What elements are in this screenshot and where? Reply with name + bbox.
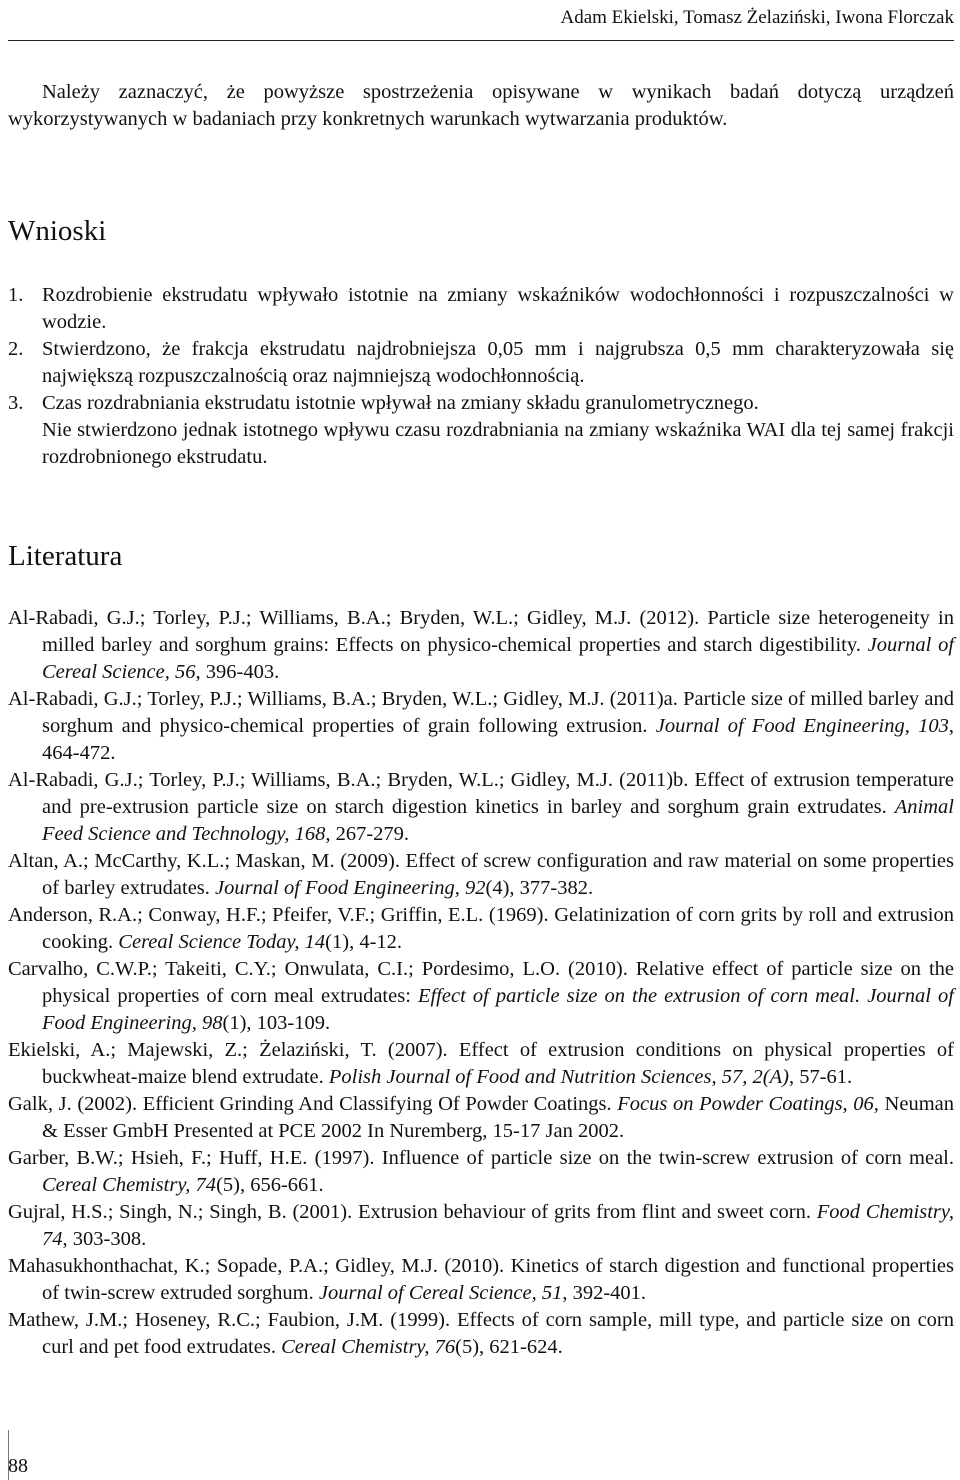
- reference-pages: (1), 4-12.: [325, 931, 403, 953]
- reference-entry: [8, 1307, 954, 1361]
- reference-pages: (5), 656-661.: [216, 1174, 324, 1196]
- reference-pages: , 464-472.: [42, 715, 954, 764]
- reference-source: Journal of Food Engineering, 92: [215, 877, 486, 899]
- conclusion-item: [8, 336, 954, 390]
- reference-source: Journal of Cereal Science, 56: [42, 634, 955, 683]
- reference-source: Cereal Chemistry, 74: [42, 1174, 217, 1196]
- reference-source: Polish Journal of Food and Nutrition Sciences, 57, 2(A): [328, 1066, 789, 1088]
- reference-text: Al-Rabadi, G.J.; Torley, P.J.; Williams, B.A.; Bryden, W.L.; Gidley, M.J. (2012). Particle size heterogeneity in milled barley and sorghum grains: Effects on physico-chemical properties and starch digestibility.: [8, 607, 954, 656]
- intro-paragraph: Należy zaznaczyć, że powyższe spostrzeżenia opisywane w wynikach badań dotyczą urządzeń wykorzystywanych w badaniach przy konkretnych warunkach wytwarzania produktów.: [8, 81, 954, 130]
- reference-entry: [8, 1091, 954, 1145]
- reference-entry: [8, 902, 954, 956]
- reference-pages: , 303-308.: [62, 1228, 147, 1250]
- reference-text: Al-Rabadi, G.J.; Torley, P.J.; Williams, B.A.; Bryden, W.L.; Gidley, M.J. (2011)b. Effect of extrusion temperature and pre-extrusion particle size on starch digestion kinetics in barley and sorghum grain extrudates.: [8, 769, 954, 818]
- reference-pages: (5), 621-624.: [455, 1336, 563, 1358]
- reference-text: Gujral, H.S.; Singh, N.; Singh, B. (2001). Extrusion behaviour of grits from flint and sweet corn.: [8, 1201, 817, 1223]
- conclusion-item: [8, 282, 954, 336]
- reference-entry: [8, 1199, 954, 1253]
- conclusion-text: Stwierdzono, że frakcja ekstrudatu najdrobniejsza 0,05 mm i najgrubsza 0,5 mm charakteryzowała się największą rozpuszczalnością oraz najmniejszą wodochłonnością.: [42, 338, 954, 387]
- reference-entry: [8, 767, 954, 848]
- conclusion-text: Czas rozdrabniania ekstrudatu istotnie wpływał na zmiany składu granulometrycznego.: [42, 392, 759, 414]
- reference-entry: [8, 956, 954, 1037]
- conclusion-text: Rozdrobienie ekstrudatu wpływało istotnie na zmiany wskaźników wodochłonności i rozpuszczalności w wodzie.: [42, 284, 954, 333]
- conclusion-continuation: Nie stwierdzono jednak istotnego wpływu czasu rozdrabniania na zmiany wskaźnika WAI dla tej samej frakcji rozdrobnionego ekstrudatu.: [42, 419, 954, 468]
- reference-text: Altan, A.; McCarthy, K.L.; Maskan, M. (2009). Effect of screw configuration and raw material on some properties of barley extrudates.: [8, 850, 954, 899]
- reference-text: Garber, B.W.; Hsieh, F.; Huff, H.E. (1997). Influence of particle size on the twin-screw extrusion of corn meal.: [8, 1147, 954, 1169]
- reference-source: Food Chemistry, 74: [42, 1201, 954, 1250]
- reference-text: Mathew, J.M.; Hoseney, R.C.; Faubion, J.M. (1999). Effects of corn sample, mill type, and particle size on corn curl and pet food extrudates.: [8, 1309, 954, 1358]
- reference-pages: (1), 103-109.: [222, 1012, 331, 1034]
- reference-source: Cereal Chemistry, 76: [281, 1336, 456, 1358]
- reference-pages: (4), 377-382.: [485, 877, 594, 899]
- reference-entry: [8, 848, 954, 902]
- reference-pages: , 392-401.: [562, 1282, 647, 1304]
- conclusion-item: [8, 390, 954, 417]
- reference-text: Galk, J. (2002). Efficient Grinding And Classifying Of Powder Coatings.: [8, 1093, 618, 1115]
- conclusion-number: 1.: [8, 284, 24, 306]
- conclusion-number: 3.: [8, 392, 24, 414]
- reference-text: Ekielski, A.; Majewski, Z.; Żelaziński, T. (2007). Effect of extrusion conditions on physical properties of buckwheat-maize blend extrudate.: [8, 1039, 954, 1088]
- reference-source: Animal Feed Science and Technology, 168: [42, 796, 954, 845]
- reference-text: Mahasukhonthachat, K.; Sopade, P.A.; Gidley, M.J. (2010). Kinetics of starch digestion and functional properties of twin-screw extruded sorghum.: [8, 1255, 954, 1304]
- reference-pages: Neuman & Esser GmbH Presented at PCE 2002 In Nuremberg, 15-17 Jan 2002.: [42, 1093, 955, 1142]
- reference-source: Cereal Science Today, 14: [118, 931, 326, 953]
- reference-pages: , 267-279.: [325, 823, 410, 845]
- conclusions-heading: Wnioski: [8, 215, 107, 247]
- reference-pages: , 396-403.: [195, 661, 280, 683]
- page-number: 88: [8, 1455, 28, 1477]
- running-header: [8, 4, 954, 41]
- reference-entry: [8, 686, 954, 767]
- reference-entry: [8, 605, 954, 686]
- header-authors: Adam Ekielski, Tomasz Żelaziński, Iwona Florczak: [560, 7, 954, 28]
- reference-text: Anderson, R.A.; Conway, H.F.; Pfeifer, V.F.; Griffin, E.L. (1969). Gelatinization of corn grits by roll and extrusion cooking.: [8, 904, 954, 953]
- reference-entry: [8, 1145, 954, 1199]
- conclusions-list: [8, 282, 954, 471]
- reference-source: Journal of Food Engineering, 103: [655, 715, 949, 737]
- reference-entry: [8, 1253, 954, 1307]
- reference-text: Carvalho, C.W.P.; Takeiti, C.Y.; Onwulata, C.I.; Pordesimo, L.O. (2010). Relative effect of particle size on the physical properties of corn meal extrudates:: [8, 958, 954, 1007]
- reference-source: Journal of Cereal Science, 51: [318, 1282, 563, 1304]
- reference-text: Al-Rabadi, G.J.; Torley, P.J.; Williams, B.A.; Bryden, W.L.; Gidley, M.J. (2011)a. Particle size of milled barley and sorghum and physico-chemical properties of grain following extrusion.: [8, 688, 954, 737]
- reference-entry: [8, 1037, 954, 1091]
- reference-source: Effect of particle size on the extrusion of corn meal. Journal of Food Engineering, 98: [42, 985, 954, 1034]
- conclusion-number: 2.: [8, 338, 24, 360]
- references-list: [8, 605, 954, 1361]
- reference-pages: , 57-61.: [788, 1066, 853, 1088]
- references-heading: Literatura: [8, 540, 123, 572]
- reference-source: Focus on Powder Coatings, 06,: [617, 1093, 879, 1115]
